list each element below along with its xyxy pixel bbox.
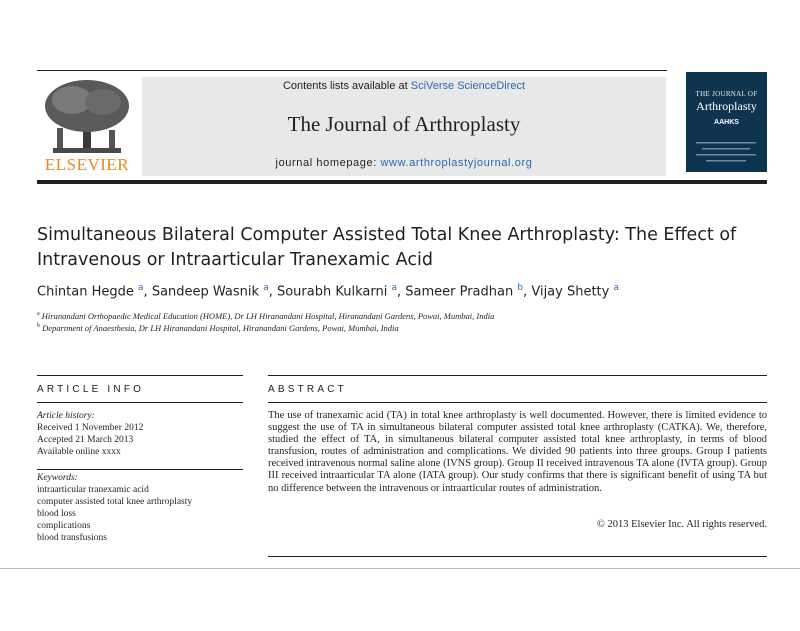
author: Chintan Hegde	[37, 284, 134, 300]
keywords-label: Keywords:	[37, 473, 78, 483]
affiliation-mark[interactable]: b	[517, 283, 524, 293]
keyword-item: computer assisted total knee arthroplasty	[37, 497, 193, 507]
author: Sourabh Kulkarni	[276, 284, 388, 300]
cover-text-lines-icon	[696, 140, 756, 164]
abstract-heading-rule	[268, 402, 767, 403]
abstract-text: The use of tranexamic acid (TA) in total knee arthroplasty is well documented. However, there is limited evidence to suggest the use of TA in simultaneous bilateral computer assisted total knee arthroplasty (CATKA). We, therefore, studied the effect of TA, in simultaneous bilateral computer assisted total knee arthroplasty, in terms of blood transfusion, routes of administration and complications. We divided 90 patients into three groups. Group I patients received intravenous normal saline alone (IVNS group). Group II received intravenous TA alone (IVTA group). Group III received intraarticular TA alone (IATA group). Our study confirms that there is significant benefit of using TA but no difference between the intravenous or intraarticular routes of administration.	[268, 410, 767, 494]
received-date: Received 1 November 2012	[37, 423, 144, 433]
article-info-heading-rule	[37, 402, 243, 403]
contents-line	[142, 80, 666, 92]
affiliation-a-text: Hiranandani Orthopaedic Medical Education (HOME), Dr LH Hiranandani Hospital, Hiranandani Gardens, Powai, Mumbai, India	[41, 311, 495, 321]
homepage-line	[142, 157, 666, 169]
copyright-notice: © 2013 Elsevier Inc. All rights reserved.	[596, 519, 767, 530]
article-title	[37, 223, 777, 273]
author: Sandeep Wasnik	[151, 284, 260, 300]
available-online: Available online xxxx	[37, 447, 121, 457]
header-bottom-rule	[37, 180, 767, 184]
homepage-link[interactable]: www.arthroplastyjournal.org	[380, 157, 533, 169]
title-line-2: Intravenous or Intraarticular Tranexamic Acid	[37, 250, 433, 270]
keyword-item: blood transfusions	[37, 533, 107, 543]
affiliation-mark[interactable]: a	[263, 283, 269, 293]
affiliation-b-text: Department of Anaesthesia, Dr LH Hiranandani Hospital, Hiranandani Gardens, Powai, Mumbai, India	[42, 323, 399, 333]
cover-title-line2: Arthroplasty	[696, 99, 757, 113]
affiliation-mark[interactable]: a	[138, 283, 144, 293]
elsevier-wordmark: ELSEVIER	[44, 155, 130, 174]
affiliation-a	[37, 311, 777, 321]
keyword-item: complications	[37, 521, 91, 531]
author: Vijay Shetty	[531, 284, 610, 300]
author: Sameer Pradhan	[405, 284, 514, 300]
affiliation-a-mark: a	[37, 311, 40, 318]
article-history-label: Article history:	[37, 411, 95, 421]
homepage-prefix: journal homepage:	[275, 157, 381, 169]
title-line-1: Simultaneous Bilateral Computer Assisted Total Knee Arthroplasty: The Effect of	[37, 225, 737, 245]
journal-name: The Journal of Arthroplasty	[287, 112, 521, 136]
affiliation-b	[37, 323, 777, 333]
abstract-top-rule	[268, 375, 767, 376]
keywords-rule	[37, 469, 243, 470]
contents-prefix: Contents lists available at	[282, 80, 411, 92]
keyword-item: intraarticular tranexamic acid	[37, 485, 149, 495]
page-bottom-rule	[0, 568, 800, 569]
keyword-item: blood loss	[37, 509, 76, 519]
affiliation-mark[interactable]: a	[391, 283, 397, 293]
sciencedirect-link[interactable]: SciVerse ScienceDirect	[410, 80, 526, 92]
abstract-heading: ABSTRACT	[268, 384, 347, 395]
cover-org-logo: AAHKS	[714, 119, 739, 126]
cover-title-line1: THE JOURNAL OF	[695, 90, 758, 98]
article-info-heading: ARTICLE INFO	[37, 384, 145, 395]
author-list: Chintan Hegde $^a$, Sandeep Wasnik $^a$, Sourabh Kulkarni $^a$, Sameer Pradhan $^b$, Vijay Shetty $^a$	[37, 283, 619, 300]
accepted-date: Accepted 21 March 2013	[37, 435, 134, 445]
affiliation-b-mark: b	[37, 323, 40, 330]
abstract-bottom-rule	[268, 556, 767, 557]
header-top-rule	[37, 70, 667, 71]
article-info-top-rule	[37, 375, 243, 376]
affiliation-mark[interactable]: a	[613, 283, 619, 293]
